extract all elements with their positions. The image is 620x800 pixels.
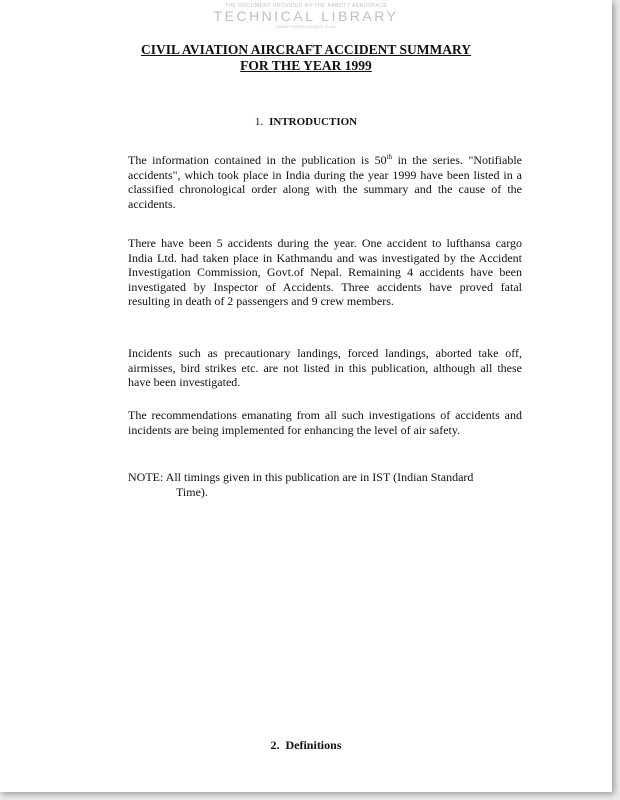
- note-line-1: NOTE: All timings given in this publication are in IST (Indian Standard: [128, 470, 474, 484]
- note-line-2: Time).: [176, 484, 208, 499]
- section-number: 1.: [254, 116, 264, 128]
- section-heading-definitions: [0, 738, 612, 753]
- paragraph-3-text: Incidents such as precautionary landings, forced landings, aborted take off, airmisses, bird strikes etc. are not listed in this publication, although all these have been investigated.: [128, 346, 522, 390]
- paragraph-1-text-b: in the series. "Notifiable accidents", which took place in India during the year 1999 have been listed in a classified chronological order along with the summary and the cause of the accidents.: [128, 153, 522, 211]
- document-title: [0, 42, 612, 74]
- section-2-title: Definitions: [285, 738, 342, 752]
- watermark-url: ABBOTTAEROSPACE.COM: [275, 24, 337, 29]
- ordinal-superscript: th: [386, 153, 393, 161]
- title-line-1: CIVIL AVIATION AIRCRAFT ACCIDENT SUMMARY: [140, 42, 472, 57]
- paragraph-4: [128, 408, 522, 452]
- title-line-2: FOR THE YEAR 1999: [240, 58, 372, 73]
- paragraph-1-text-a: The information contained in the publication is 50: [128, 153, 387, 167]
- paragraph-2: [128, 236, 522, 324]
- watermark-logo: [0, 3, 612, 29]
- paragraph-4-text: The recommendations emanating from all such investigations of accidents and incidents are being implemented for enhancing the level of air safety.: [128, 408, 522, 437]
- watermark-main: TECHNICAL LIBRARY: [213, 8, 399, 24]
- paragraph-1: [128, 153, 522, 226]
- section-2-number: 2.: [270, 738, 280, 752]
- section-title: INTRODUCTION: [269, 116, 358, 128]
- section-heading-introduction: [0, 116, 612, 128]
- paragraph-3: [128, 346, 522, 404]
- paragraph-2-text: There have been 5 accidents during the year. One accident to lufthansa cargo India Ltd. had taken place in Kathmandu and was investigated by the Accident Investigation Commission, Govt.of Nepal. Remaining 4 accidents have been investigated by Inspector of Accidents. Three accidents have proved fatal resulting in death of 2 passengers and 9 crew members.: [128, 236, 522, 309]
- watermark-top-line: THE DOCUMENT PROVIDED BY THE ABBOTT AEROSPACE: [224, 3, 388, 9]
- note: [128, 470, 528, 499]
